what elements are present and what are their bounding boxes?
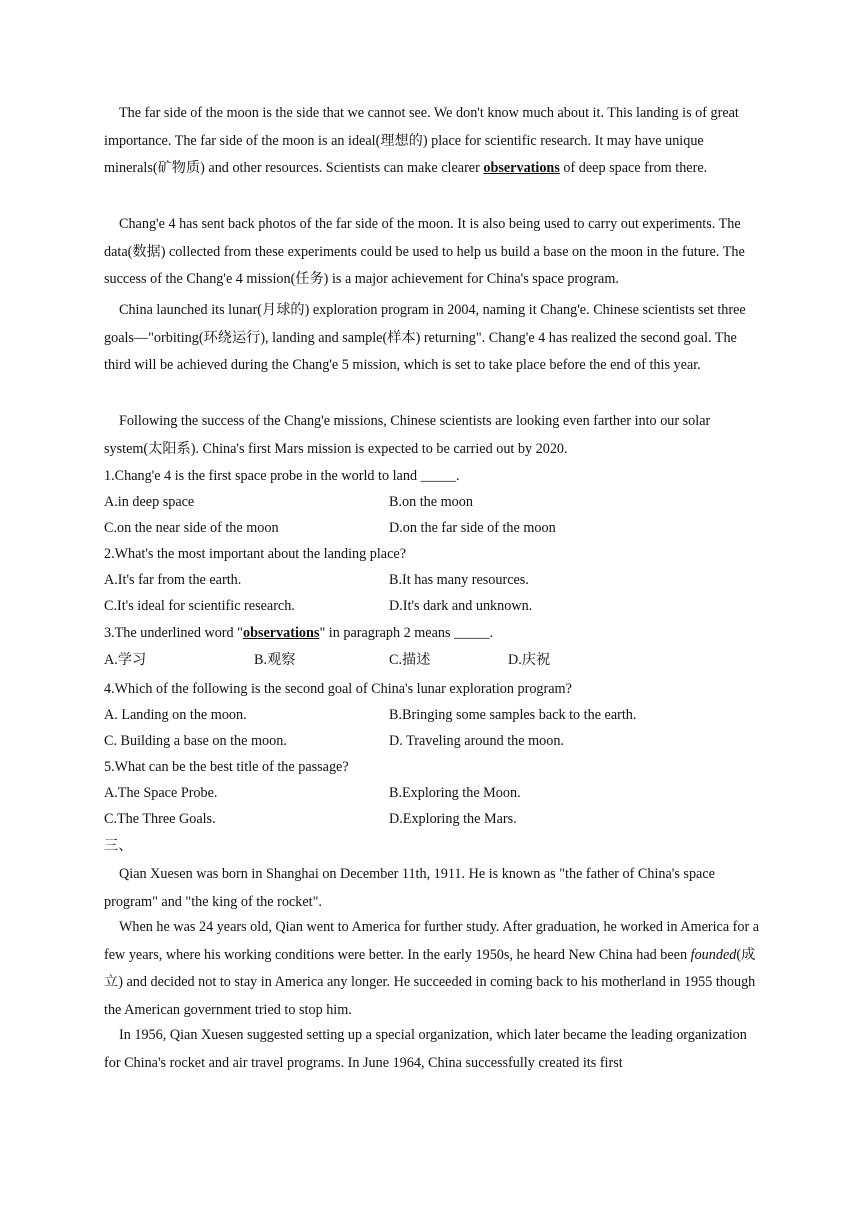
q2-option-d: D.It's dark and unknown. — [389, 598, 533, 614]
paragraph-text: of deep space from there. — [559, 160, 708, 177]
q1-option-b: B.on the moon — [389, 494, 473, 510]
q1-option-a: A.in deep space — [104, 494, 195, 510]
question-1-stem: 1.Chang'e 4 is the first space probe in the world to land _____. — [104, 468, 460, 484]
section3-paragraph-1: Qian Xuesen was born in Shanghai on December 11th, 1911. He is known as "the father of China's space program" and "the king of the rocket". — [104, 866, 715, 910]
q4-option-a: A. Landing on the moon. — [104, 707, 247, 723]
passage-paragraph-4: Following the success of the Chang'e missions, Chinese scientists are looking even farther into our solar system(太阳系). China's first Mars mission is expected to be carried out by 2020. — [104, 413, 711, 457]
paragraph-text: When he was 24 years old, Qian went to America for further study. After graduation, he worked in America for a few years, where his working conditions were better. In the early 1950s, he heard New China had been — [104, 919, 760, 963]
q4-option-c: C. Building a base on the moon. — [104, 733, 287, 749]
q3-option-d: D.庆祝 — [508, 652, 551, 668]
stem-text: " in paragraph 2 means _____. — [319, 625, 494, 641]
section-heading: 三、 — [104, 838, 133, 854]
italic-word: founded — [690, 946, 737, 963]
section3-paragraph-3: In 1956, Qian Xuesen suggested setting up a special organization, which later became the leading organization for China's rocket and air travel programs. In June 1964, China successfully created its first — [104, 1027, 747, 1071]
q5-option-d: D.Exploring the Mars. — [389, 811, 517, 827]
q1-option-d: D.on the far side of the moon — [389, 520, 556, 536]
question-2-stem: 2.What's the most important about the landing place? — [104, 546, 406, 562]
passage-paragraph-2: Chang'e 4 has sent back photos of the far side of the moon. It is also being used to carry out experiments. The data(数据) collected from these experiments could be used to help us build a base on the moon in the future. The success of the Chang'e 4 mission(任务) is a major achievement for China's space program. — [104, 216, 745, 288]
q3-option-a: A.学习 — [104, 652, 147, 668]
question-4-stem: 4.Which of the following is the second goal of China's lunar exploration program? — [104, 681, 572, 697]
q3-option-c: C.描述 — [389, 652, 431, 668]
q2-option-b: B.It has many resources. — [389, 572, 529, 588]
underlined-word: observations — [242, 625, 320, 641]
q5-option-b: B.Exploring the Moon. — [389, 785, 521, 801]
q1-option-c: C.on the near side of the moon — [104, 520, 279, 536]
question-3-stem — [104, 623, 493, 643]
stem-text: 3.The underlined word " — [104, 625, 243, 641]
passage-paragraph-1 — [104, 100, 766, 183]
paragraph-text: The far side of the moon is the side that we cannot see. We don't know much about it. This landing is of great importance. The far side of the moon is an ideal(理想的) place for scientific research. It may have unique minerals(矿物质) and other resources. Scientists can make clearer — [104, 105, 739, 177]
q2-option-c: C.It's ideal for scientific research. — [104, 598, 295, 614]
passage-paragraph-3: China launched its lunar(月球的) exploration program in 2004, naming it Chang'e. Chinese scientists set three goals—"orbiting(环绕运行), landing and sample(样本) returning". Chang'e 4 has realized the second goal. The third will be achieved during the Chang'e 5 mission, which is set to take place before the end of this year. — [104, 302, 746, 374]
underlined-word: observations — [483, 160, 560, 177]
question-5-stem: 5.What can be the best title of the passage? — [104, 759, 349, 775]
q5-option-c: C.The Three Goals. — [104, 811, 216, 827]
q2-option-a: A.It's far from the earth. — [104, 572, 242, 588]
q5-option-a: A.The Space Probe. — [104, 785, 218, 801]
section3-paragraph-2 — [104, 914, 766, 1024]
q4-option-b: B.Bringing some samples back to the earth. — [389, 707, 637, 723]
q3-option-b: B.观察 — [254, 652, 296, 668]
q4-option-d: D. Traveling around the moon. — [389, 733, 564, 749]
paragraph-text: (成立) and decided not to stay in America any longer. He succeeded in coming back to his motherland in 1955 though the American government tried to stop him. — [104, 946, 756, 1018]
